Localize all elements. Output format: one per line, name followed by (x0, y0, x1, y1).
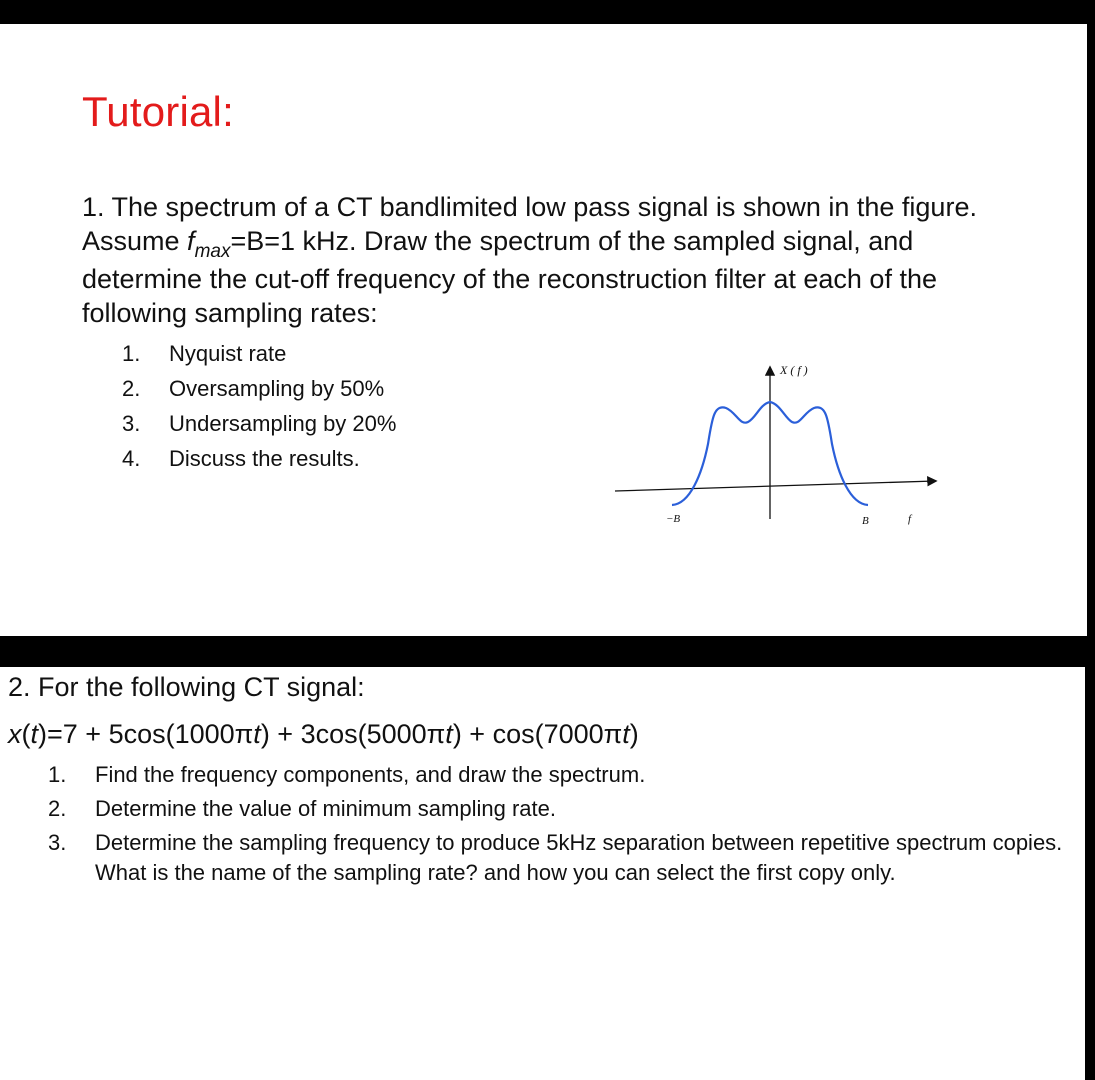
question-1-text (82, 190, 1022, 330)
slide-bottom (0, 667, 1085, 1080)
neg-b-label: −B (666, 513, 681, 525)
question-2-heading: 2. For the following CT signal: (8, 672, 365, 702)
f-subscript: max (194, 241, 231, 262)
tutorial-title: Tutorial: (82, 88, 234, 135)
q1-intro: 1. The spectrum of a CT bandlimited low pass signal is shown in the figure. Assume (82, 192, 977, 256)
question-2-list (48, 760, 1083, 892)
signal-equation: x(t)=7 + 5cos(1000πt) + 3cos(5000πt) + cos(7000πt) (8, 719, 639, 749)
f-symbol: f (187, 226, 195, 256)
y-axis-label: X ( f ) (780, 363, 808, 377)
frequency-axis (615, 481, 935, 491)
q1-rest: =B=1 kHz. Draw the spectrum of the sampled signal, and determine the cut-off frequency of the reconstruction filter at each of the following sampling rates: (82, 226, 937, 328)
list-item: 3. Determine the sampling frequency to produce 5kHz separation between repetitive spectrum copies. What is the name of the sampling rate? and how you can select the first copy only. (48, 830, 1063, 885)
f-label: f (908, 513, 912, 525)
list-item: 3. Undersampling by 20% (122, 411, 397, 436)
list-item: 1. Nyquist rate (122, 341, 287, 366)
spectrum-figure (610, 334, 950, 534)
b-label: B (862, 515, 869, 527)
list-item: 1. Find the frequency components, and draw the spectrum. (48, 762, 646, 787)
list-item: 4. Discuss the results. (122, 446, 360, 471)
list-item: 2. Determine the value of minimum sampling rate. (48, 796, 556, 821)
list-item: 2. Oversampling by 50% (122, 376, 385, 401)
question-1-list (122, 336, 396, 476)
slide-top (0, 24, 1087, 636)
